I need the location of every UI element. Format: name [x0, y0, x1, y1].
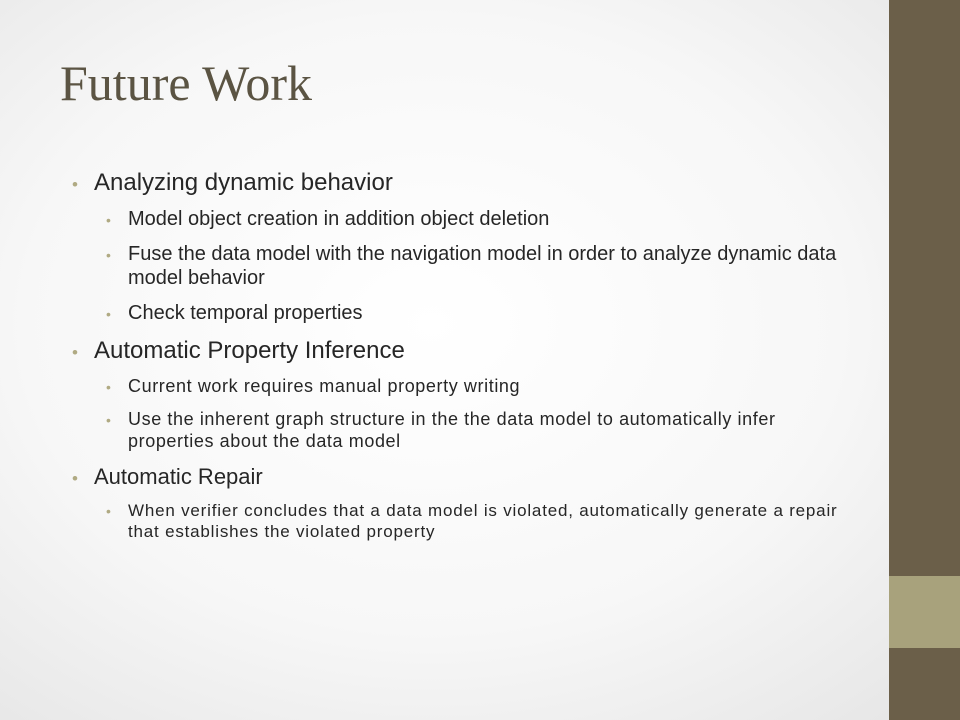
- sub-bullet: [106, 375, 862, 397]
- sub-bullet: [106, 408, 862, 452]
- sidebar-accent-middle: [889, 576, 960, 648]
- sub-bullet-text: When verifier concludes that a data model is violated, automatically generate a repair that establishes the violated property: [128, 501, 838, 541]
- sub-bullet-text: Model object creation in addition object deletion: [128, 208, 550, 230]
- sub-bullet-text: Use the inherent graph structure in the the data model to automatically infer properties about the data model: [128, 409, 776, 451]
- bullet-dot-icon: •: [106, 306, 111, 322]
- sub-bullet: [106, 242, 862, 290]
- bullet-automatic-property-inference: [72, 336, 862, 366]
- bullet-dot-icon: •: [106, 503, 112, 519]
- sub-bullet: [106, 301, 862, 325]
- bullet-automatic-repair: [72, 463, 862, 491]
- sub-bullet: [106, 500, 862, 542]
- bullet-dot-icon: •: [106, 379, 112, 395]
- bullet-dot-icon: •: [106, 247, 111, 263]
- slide-title: Future Work: [60, 55, 312, 111]
- sub-bullet: [106, 207, 862, 231]
- slide-body: [72, 168, 862, 553]
- sidebar-accent-top: [889, 0, 960, 576]
- sub-bullet-text: Current work requires manual property writing: [128, 376, 521, 396]
- bullet-text: Automatic Property Inference: [94, 337, 405, 364]
- bullet-dot-icon: •: [106, 412, 112, 428]
- bullet-dot-icon: •: [72, 343, 78, 362]
- bullet-analyzing-dynamic-behavior: [72, 168, 862, 198]
- sub-bullet-text: Check temporal properties: [128, 302, 363, 324]
- bullet-text: Analyzing dynamic behavior: [94, 169, 393, 196]
- bullet-dot-icon: •: [72, 469, 78, 488]
- bullet-dot-icon: •: [72, 175, 78, 194]
- sub-bullet-text: Fuse the data model with the navigation model in order to analyze dynamic data model behavior: [128, 243, 837, 289]
- sidebar-accent-bottom: [889, 648, 960, 720]
- bullet-text: Automatic Repair: [94, 464, 263, 489]
- bullet-dot-icon: •: [106, 212, 111, 228]
